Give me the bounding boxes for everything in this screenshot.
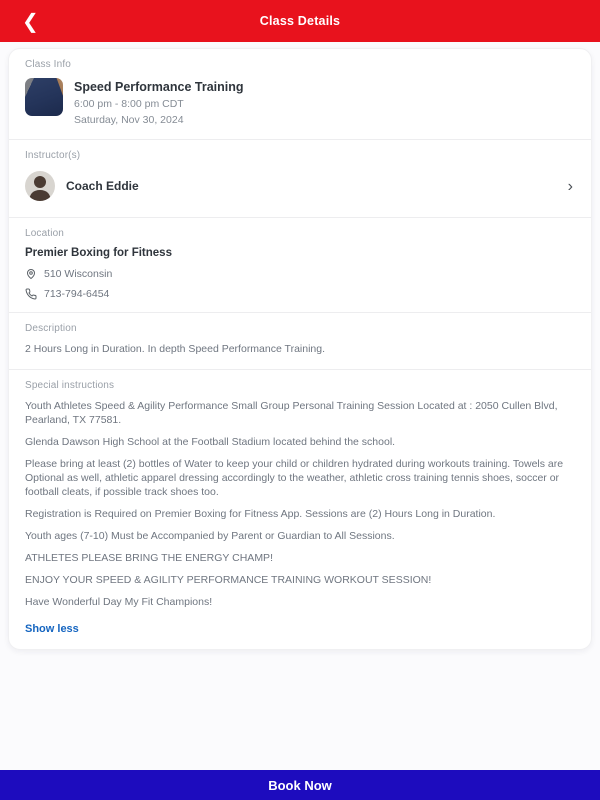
instructors-label: Instructor(s) — [25, 150, 81, 161]
class-thumbnail-image — [25, 78, 63, 116]
instructor-name: Coach Eddie — [66, 179, 139, 193]
app-header — [0, 0, 600, 42]
class-info-text — [74, 78, 244, 127]
location-label: Location — [25, 228, 65, 239]
class-info-row — [25, 78, 575, 127]
description-label: Description — [25, 323, 77, 334]
special-instructions-paragraph: Registration is Required on Premier Boxing for Fitness App. Sessions are (2) Hours Long in Duration. — [25, 508, 496, 520]
special-instructions-paragraph: ATHLETES PLEASE BRING THE ENERGY CHAMP! — [25, 552, 273, 564]
show-less-link[interactable]: Show less — [25, 623, 79, 635]
special-instructions-paragraph: ENJOY YOUR SPEED & AGILITY PERFORMANCE TRAINING WORKOUT SESSION! — [25, 574, 432, 586]
back-chevron-icon[interactable]: ❮ — [22, 10, 39, 33]
class-info-section — [9, 49, 591, 139]
phone-icon — [25, 288, 37, 300]
class-time: 6:00 pm - 8:00 pm CDT — [74, 98, 184, 110]
location-phone: 713-794-6454 — [44, 288, 110, 300]
location-address-row[interactable] — [25, 268, 575, 280]
special-instructions-paragraph: Have Wonderful Day My Fit Champions! — [25, 596, 213, 608]
special-instructions-paragraph: Youth ages (7-10) Must be Accompanied by Parent or Guardian to All Sessions. — [25, 530, 395, 542]
location-section — [9, 217, 591, 312]
page-title: Class Details — [259, 14, 341, 28]
instructors-section — [9, 139, 591, 217]
book-now-button[interactable]: Book Now — [0, 770, 600, 800]
instructor-row[interactable] — [25, 169, 575, 205]
special-instructions-paragraph: Please bring at least (2) bottles of Water to keep your child or children hydrated during workouts training. Towels are Optional as well, athletic apparel dressing accordingly to the weather, athletic cross training tennis shoes, soccer or football cleats, if possible track shoes too. — [25, 458, 564, 498]
special-instructions-paragraph: Youth Athletes Speed & Agility Performance Small Group Personal Training Session Located at : 2050 Cullen Blvd, Pearland, TX 77581. — [25, 400, 558, 426]
class-details-card — [8, 48, 592, 650]
class-info-label: Class Info — [25, 59, 71, 70]
description-text: 2 Hours Long in Duration. In depth Speed Performance Training. — [25, 343, 326, 355]
special-instructions-label: Special instructions — [25, 380, 115, 391]
location-address: 510 Wisconsin — [44, 268, 113, 280]
chevron-right-icon: › — [567, 178, 573, 195]
map-pin-icon — [25, 268, 37, 280]
description-section — [9, 312, 591, 369]
person-silhouette-icon — [25, 171, 55, 201]
instructor-avatar — [25, 171, 55, 201]
special-instructions-section — [9, 369, 591, 649]
special-instructions-paragraph: Glenda Dawson High School at the Football Stadium located behind the school. — [25, 436, 396, 448]
class-title: Speed Performance Training — [74, 80, 244, 94]
class-date: Saturday, Nov 30, 2024 — [74, 114, 184, 126]
location-name: Premier Boxing for Fitness — [25, 247, 172, 259]
location-phone-row[interactable] — [25, 288, 575, 300]
